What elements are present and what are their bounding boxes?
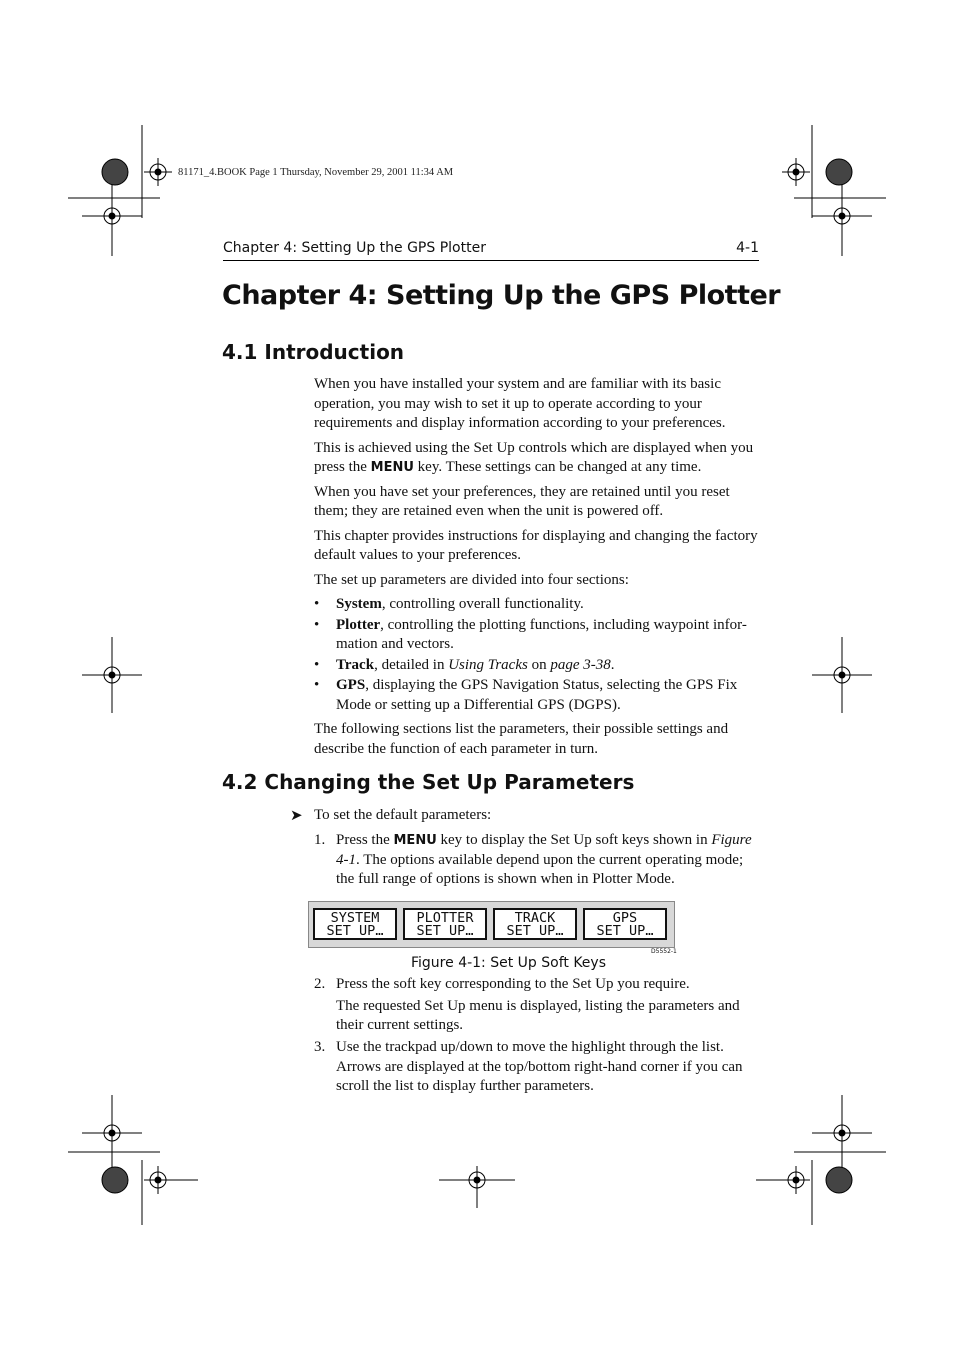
- section-heading-introduction: 4.1 Introduction: [222, 340, 405, 364]
- list-item: • Track, detailed in Using Tracks on page 3-38.: [314, 656, 615, 673]
- procedure-intro: To set the default parameters:: [314, 807, 492, 823]
- chapter-title: Chapter 4: Setting Up the GPS Plotter: [222, 280, 781, 311]
- paragraph: This chapter provides instructions for displaying and changing the factory default values to your preferences.: [314, 527, 758, 563]
- menu-key-label: MENU: [370, 460, 414, 475]
- list-item: • Plotter, controlling the plotting functions, including waypoint infor-mation and vectors.: [314, 616, 747, 652]
- list-item: • GPS, displaying the GPS Navigation Status, selecting the GPS Fix Mode or setting up a Differential GPS (DGPS).: [314, 677, 738, 713]
- figure-caption: Figure 4-1: Set Up Soft Keys: [411, 955, 607, 971]
- paragraph: This is achieved using the Set Up controls which are displayed when you press the MENU key. These settings can be changed at any time.: [314, 439, 754, 475]
- track-setup-soft-key[interactable]: TRACK SET UP…: [493, 908, 577, 940]
- paragraph: The following sections list the parameters, their possible settings and describe the function of each parameter in turn.: [314, 721, 729, 757]
- list-item: 3. Use the trackpad up/down to move the highlight through the list. Arrows are displayed at the top/bottom right-hand corner if you can scroll the list to display further parameters.: [314, 1039, 743, 1094]
- menu-key-label: MENU: [393, 833, 437, 848]
- list-item: 1. Press the MENU key to display the Set Up soft keys shown in Figure 4-1. The options available depend upon the current operating mode; the full range of options is shown when in Plotter Mode.: [314, 832, 752, 887]
- running-header: [223, 240, 759, 261]
- sections-list: [314, 595, 762, 715]
- gps-setup-soft-key[interactable]: GPS SET UP…: [583, 908, 667, 940]
- system-setup-soft-key[interactable]: SYSTEM SET UP…: [313, 908, 397, 940]
- plotter-setup-soft-key[interactable]: PLOTTER SET UP…: [403, 908, 487, 940]
- paragraph: When you have set your preferences, they are retained until you reset them; they are retained even when the unit is powered off.: [314, 483, 730, 519]
- running-header-title: Chapter 4: Setting Up the GPS Plotter: [223, 240, 486, 256]
- introduction-body: [314, 375, 762, 764]
- step-3: [314, 1038, 762, 1097]
- procedure-arrow-icon: ➤: [290, 808, 303, 824]
- step-2: [314, 975, 762, 1036]
- step-1: [314, 831, 762, 890]
- list-item: • System, controlling overall functionality.: [314, 596, 584, 612]
- list-item: 2. Press the soft key corresponding to the Set Up you require. The requested Set Up menu is displayed, listing the parameters and their current settings.: [314, 976, 740, 1033]
- section-heading-changing-parameters: 4.2 Changing the Set Up Parameters: [222, 770, 635, 794]
- paragraph: When you have installed your system and are familiar with its basic operation, you may wish to set it up to operate according to your requirements and display information according to your preferences.: [314, 376, 726, 431]
- figure-id: D5552-1: [651, 948, 677, 955]
- paragraph: The set up parameters are divided into four sections:: [314, 571, 629, 588]
- page-number: 4-1: [736, 240, 759, 256]
- setup-soft-keys-figure: [308, 901, 675, 948]
- print-slug: 81171_4.BOOK Page 1 Thursday, November 29, 2001 11:34 AM: [178, 167, 454, 178]
